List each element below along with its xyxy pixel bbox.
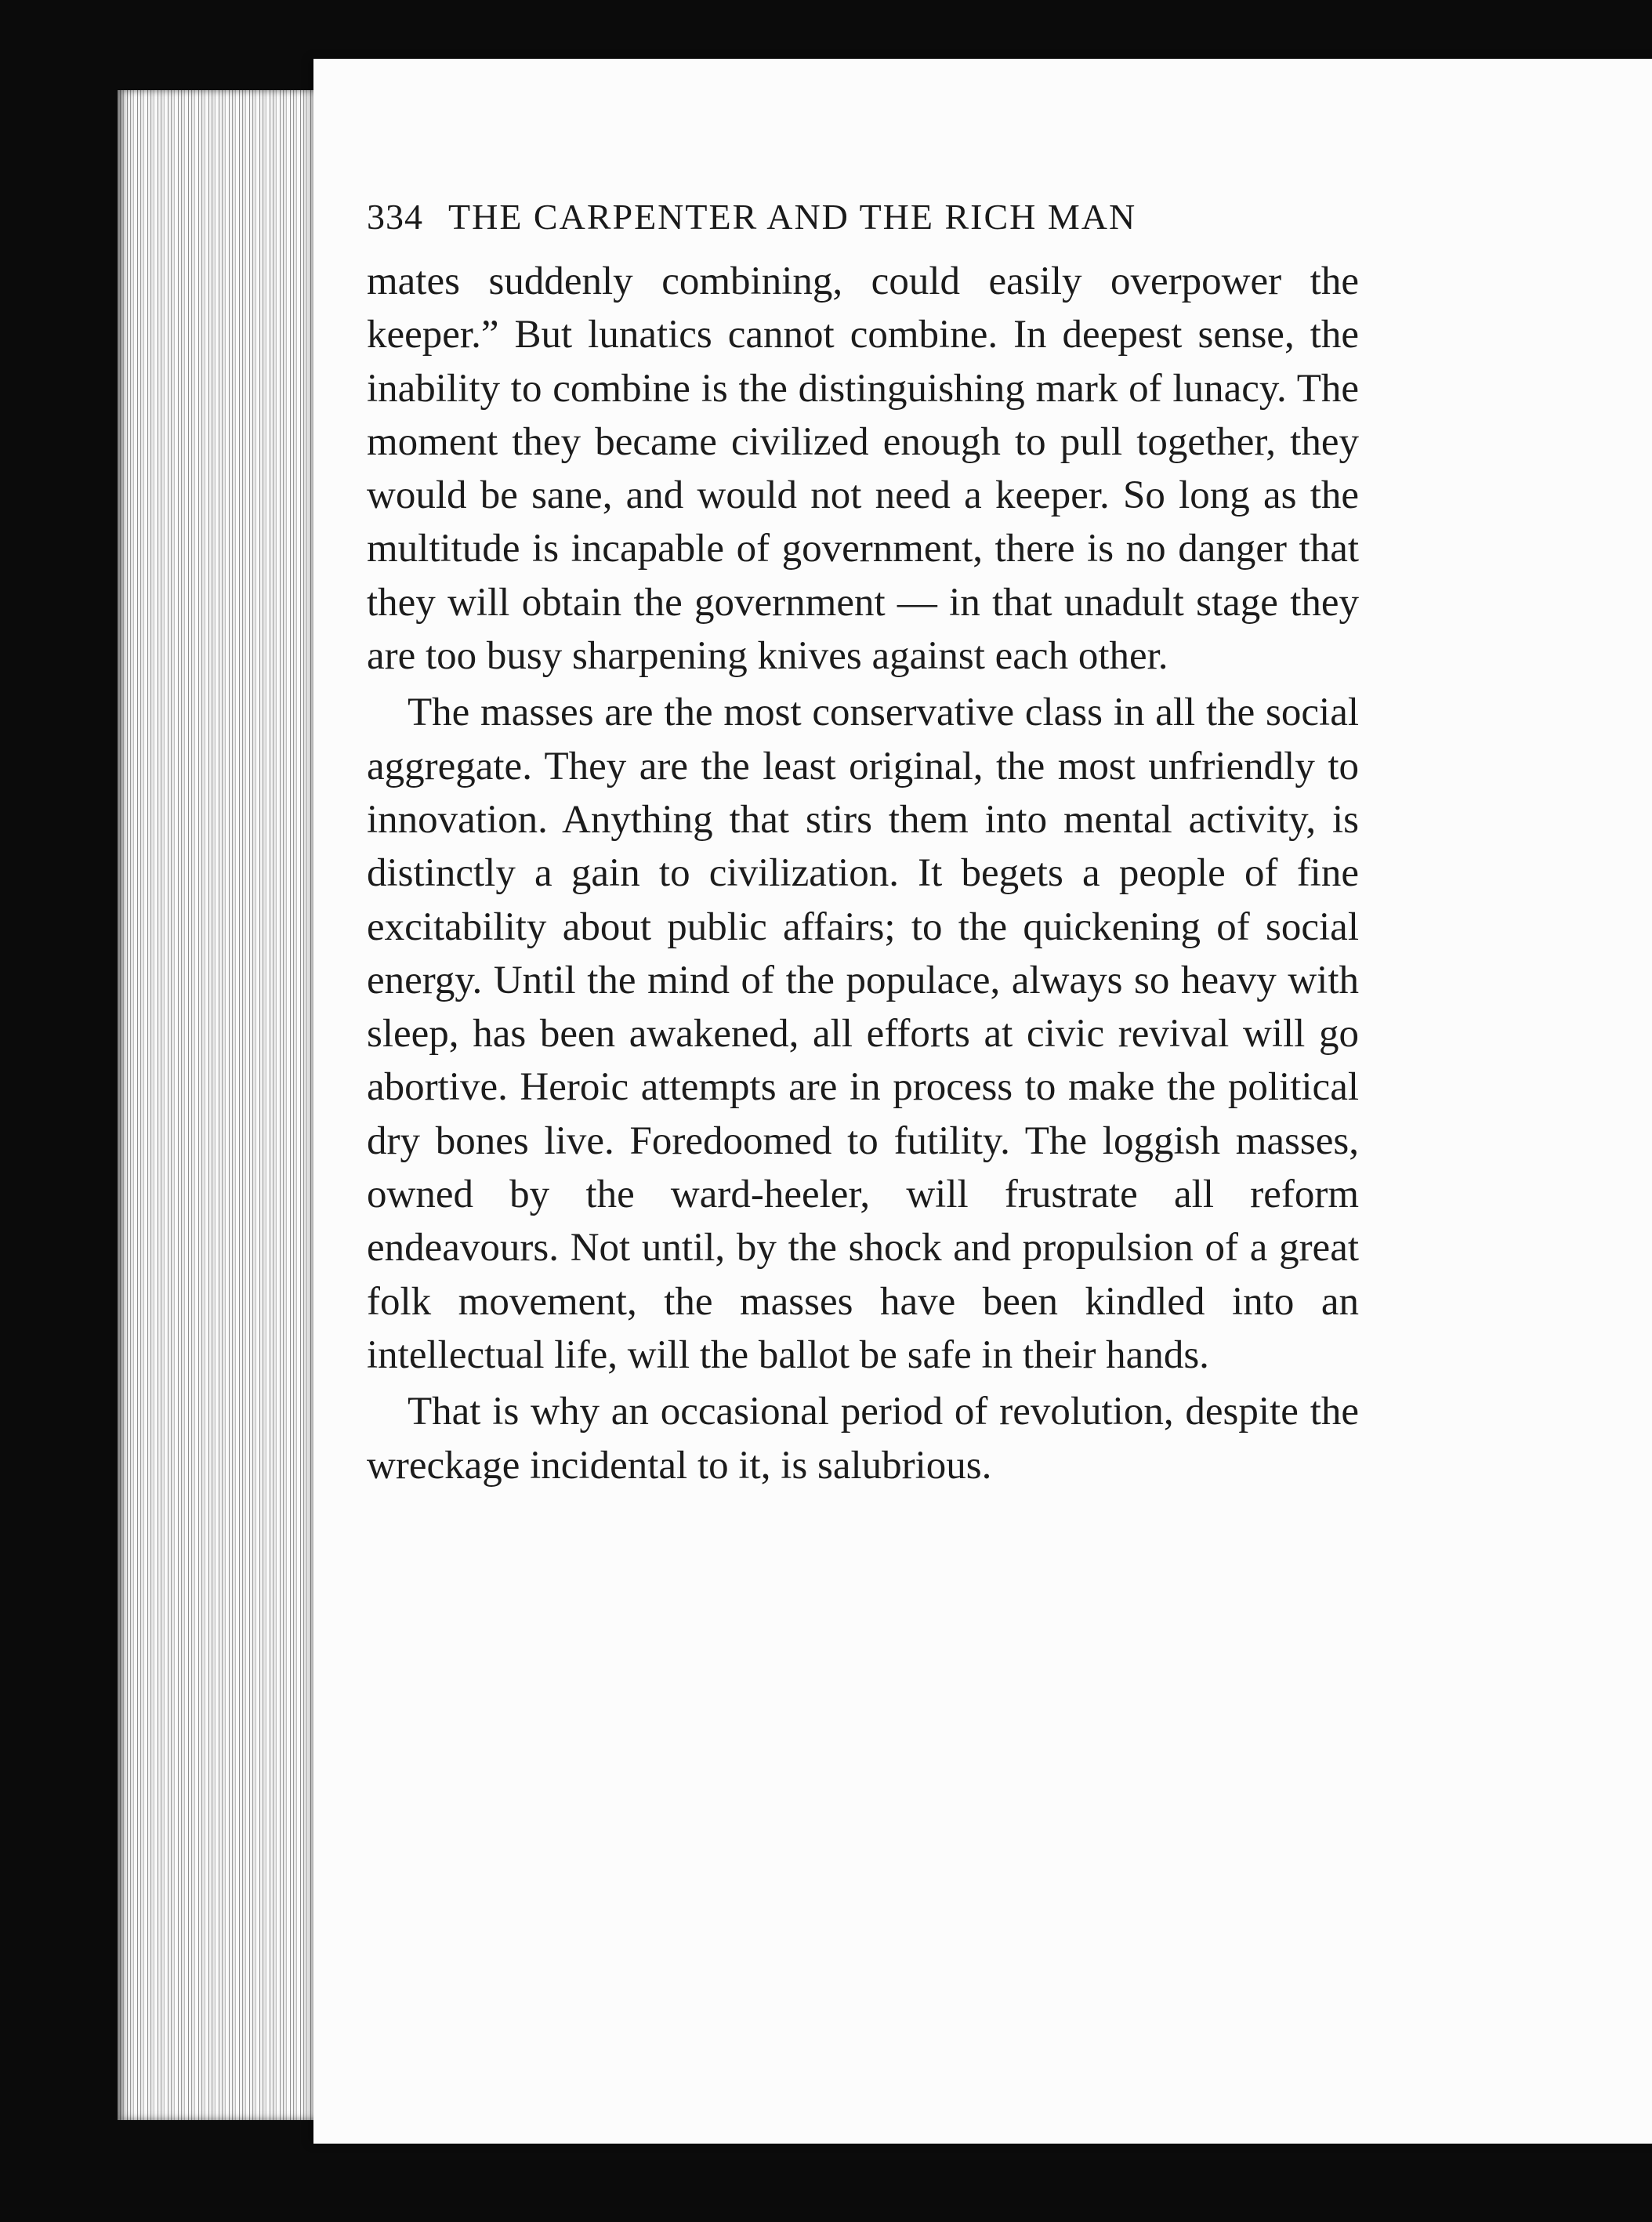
running-head [367, 196, 1268, 237]
running-title: THE CARPENTER AND THE RICH MAN [448, 197, 1137, 237]
paragraph: mates suddenly combining, could easily overpower the keeper.” But lunatics cannot combine. In deepest sense, the inability to combine is the distinguishing mark of lunacy. The moment they became civilized enough to pull together, they would be sane, and would not need a keeper. So long as the multitude is incapable of government, there is no danger that they will obtain the government — in that unadult stage they are too busy sharpening knives against each other. [367, 259, 1359, 679]
paragraph: The masses are the most conservative class in all the social aggregate. They are the least original, the most unfriendly to innovation. Anything that stirs them into mental activity, is distinctly a gain to civilization. It begets a people of fine excitability about public affairs; to the quickening of social energy. Until the mind of the populace, always so heavy with sleep, has been awakened, all efforts at civic revival will go abortive. Heroic attempts are in process to make the political dry bones live. Foredoomed to futility. The loggish masses, owned by the ward-heeler, will frustrate all reform endeavours. Not until, by the shock and propulsion of a great folk movement, the masses have been kindled into an intellectual life, will the ballot be safe in their hands. [367, 691, 1359, 1377]
book-page-edges [118, 90, 325, 2120]
paragraph: That is why an occasional period of revolution, despite the wreckage incidental to it, is salubrious. [367, 1390, 1359, 1488]
page-number: 334 [367, 197, 423, 237]
body-text [367, 255, 1359, 1492]
